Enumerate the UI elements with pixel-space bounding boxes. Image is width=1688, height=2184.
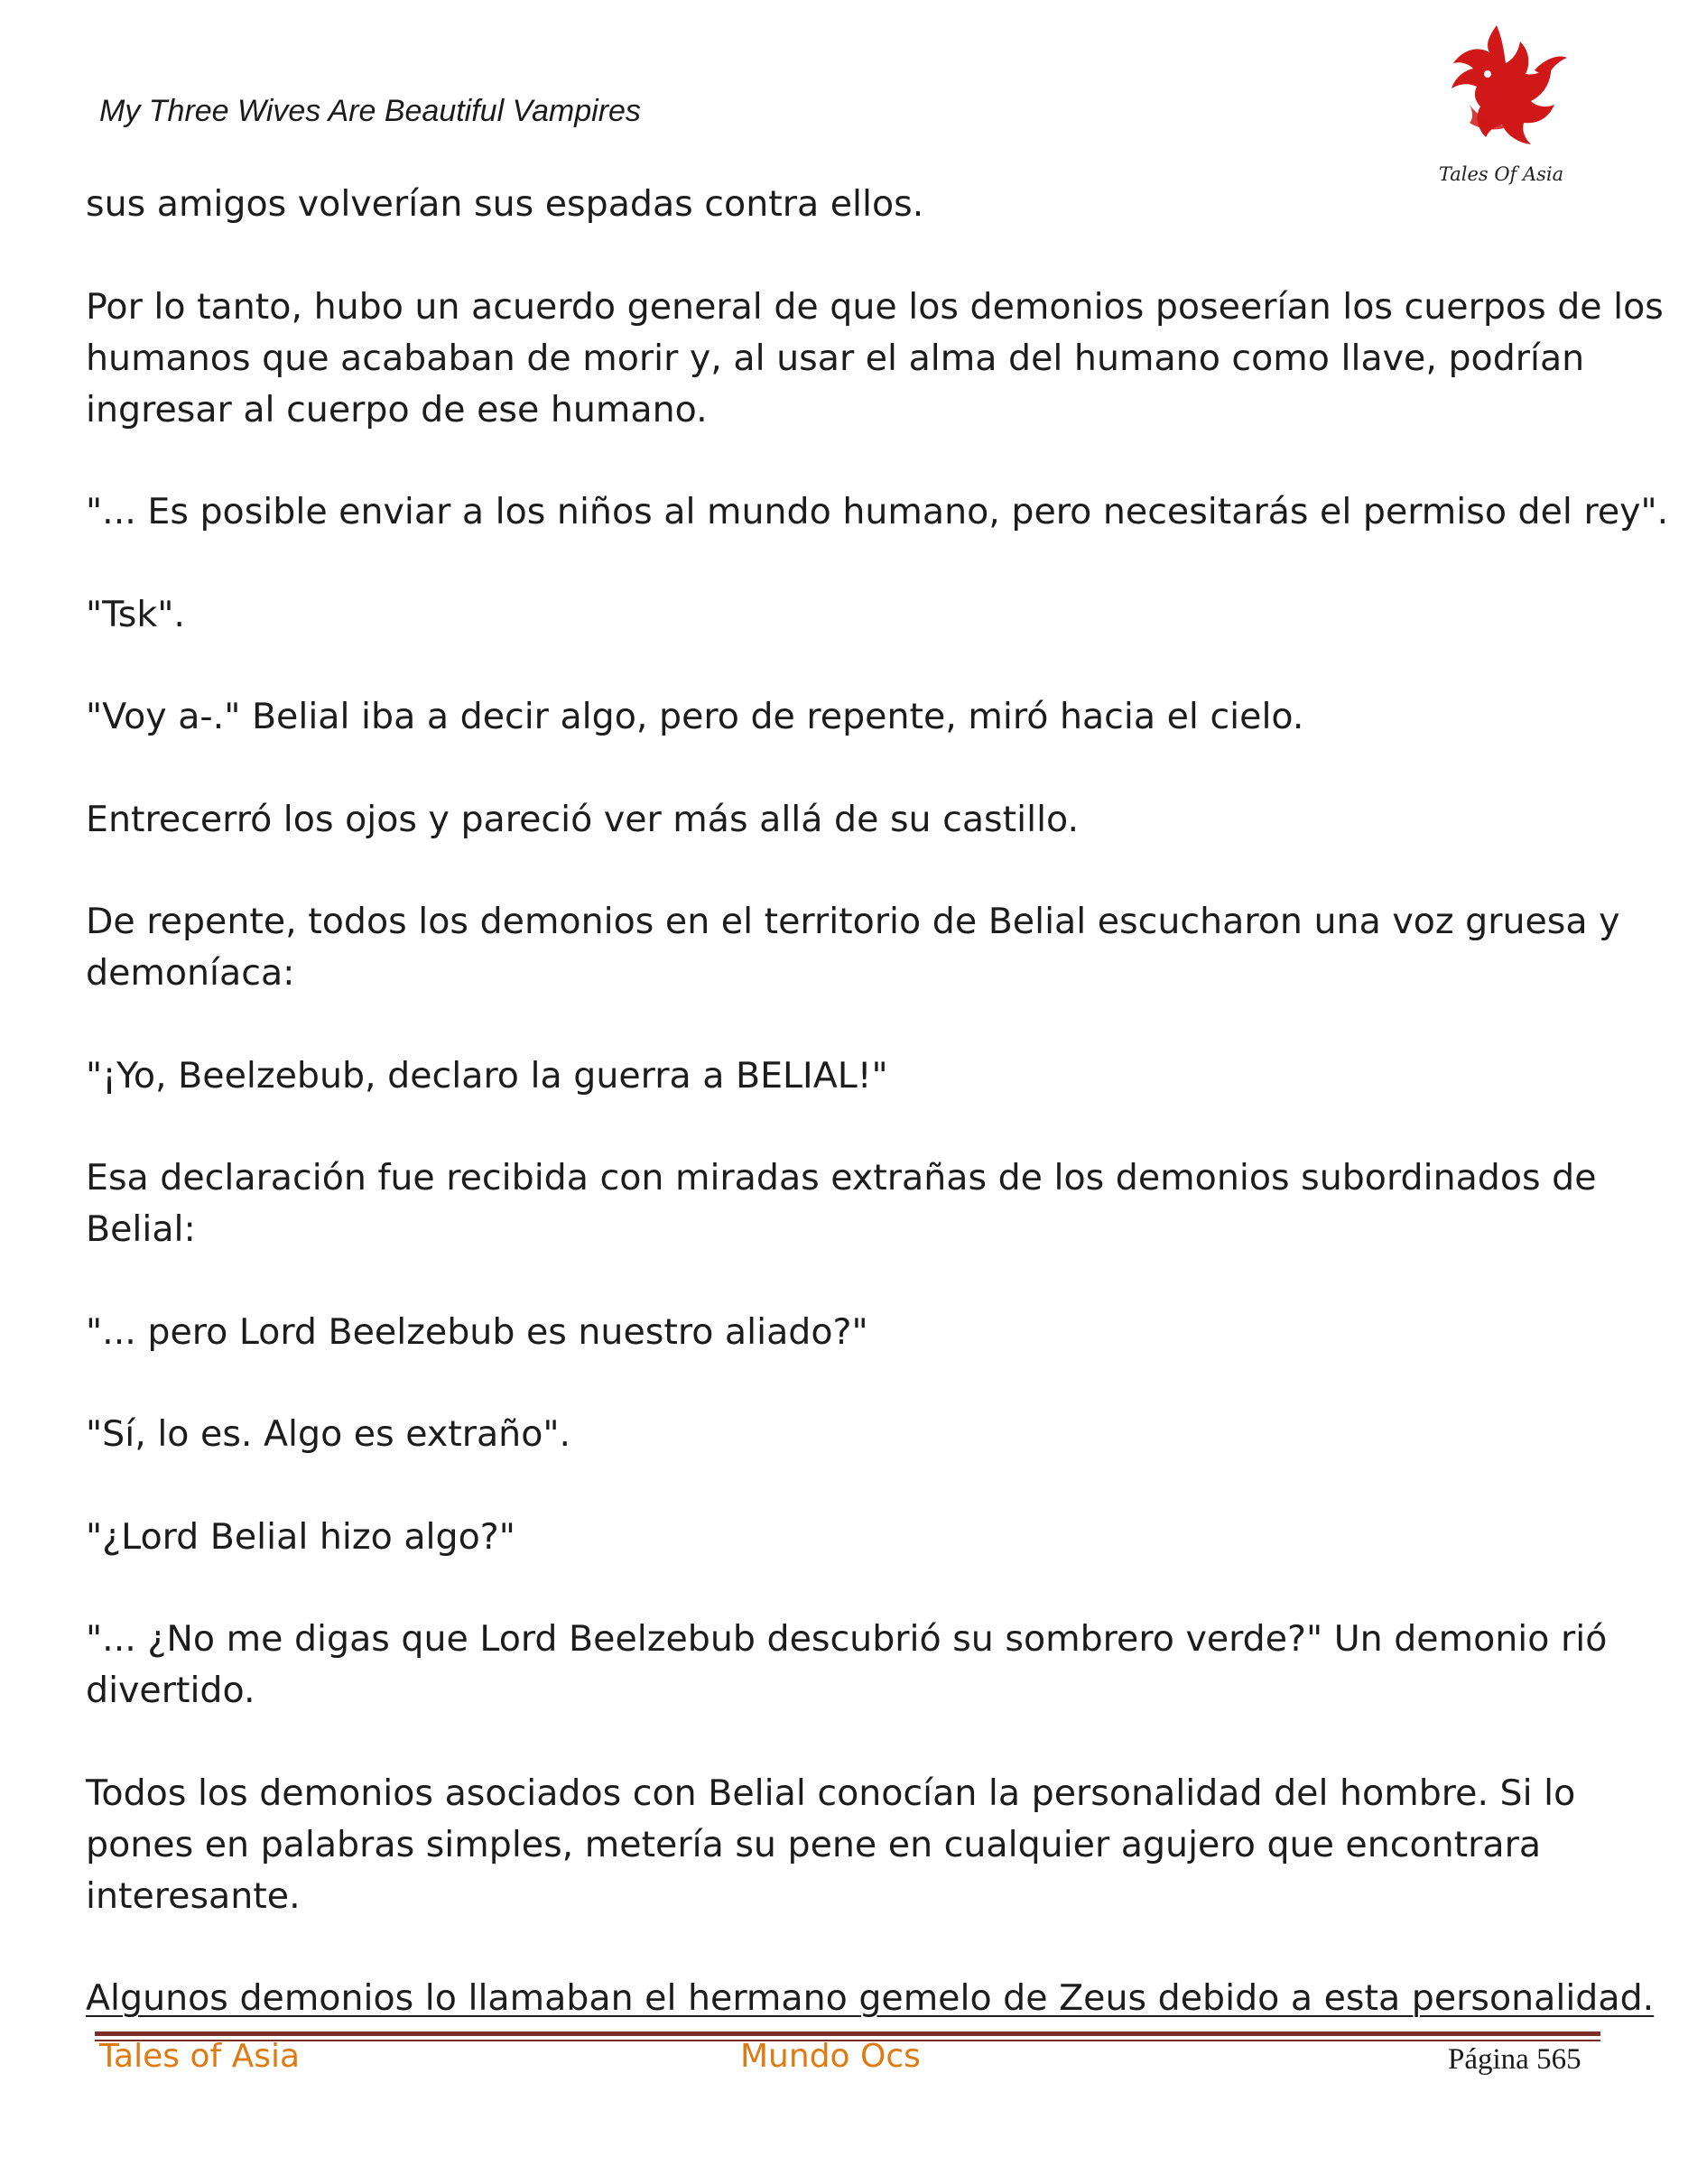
logo <box>1433 18 1569 185</box>
paragraph: "¡Yo, Beelzebub, declaro la guerra a BELIAL!" <box>86 1054 888 1097</box>
logo-text: Tales Of Asia <box>1438 163 1564 185</box>
paragraph: Algunos demonios lo llamaban el hermano gemelo de Zeus debido a esta personalidad. <box>86 1977 1655 2019</box>
paragraph: "¿Lord Belial hizo algo?" <box>86 1515 515 1558</box>
paragraph: "Voy a-." Belial iba a decir algo, pero de repente, miró hacia el cielo. <box>86 696 1304 737</box>
paragraph: Esa declaración fue recibida con miradas extrañas de los demonios subordinados de Belial: <box>86 1157 1597 1250</box>
chapter-body <box>86 179 1669 2024</box>
paragraph: De repente, todos los demonios en el territorio de Belial escucharon una voz gruesa y demoníaca: <box>86 901 1620 994</box>
paragraph: "Sí, lo es. Algo es extraño". <box>86 1413 571 1455</box>
paragraph: "... pero Lord Beelzebub es nuestro aliado?" <box>86 1310 868 1353</box>
paragraph: Por lo tanto, hubo un acuerdo general de que los demonios poseerían los cuerpos de los humanos que acababan de morir y, al usar el alma del humano como llave, podrían ingresar al cuerpo de ese humano. <box>86 285 1664 430</box>
page-number: Página 565 <box>1448 2043 1581 2076</box>
paragraph: sus amigos volverían sus espadas contra ellos. <box>86 183 924 225</box>
paragraph: "... Es posible enviar a los niños al mundo humano, pero necesitarás el permiso del rey". <box>86 491 1669 532</box>
footer-rule <box>95 2031 1600 2036</box>
book-title: My Three Wives Are Beautiful Vampires <box>99 94 641 128</box>
paragraph: "Tsk". <box>86 593 185 635</box>
red-dragon-icon <box>1433 18 1569 162</box>
paragraph: "... ¿No me digas que Lord Beelzebub descubrió su sombrero verde?" Un demonio rió divertido. <box>86 1618 1608 1711</box>
paragraph: Entrecerró los ojos y pareció ver más allá de su castillo. <box>86 798 1080 840</box>
footer-section: Mundo Ocs <box>740 2038 921 2075</box>
footer-site-name: Tales of Asia <box>99 2038 301 2075</box>
paragraph: Todos los demonios asociados con Belial conocían la personalidad del hombre. Si lo pones en palabras simples, metería su pene en cualquier agujero que encontrara interesante. <box>86 1772 1576 1917</box>
